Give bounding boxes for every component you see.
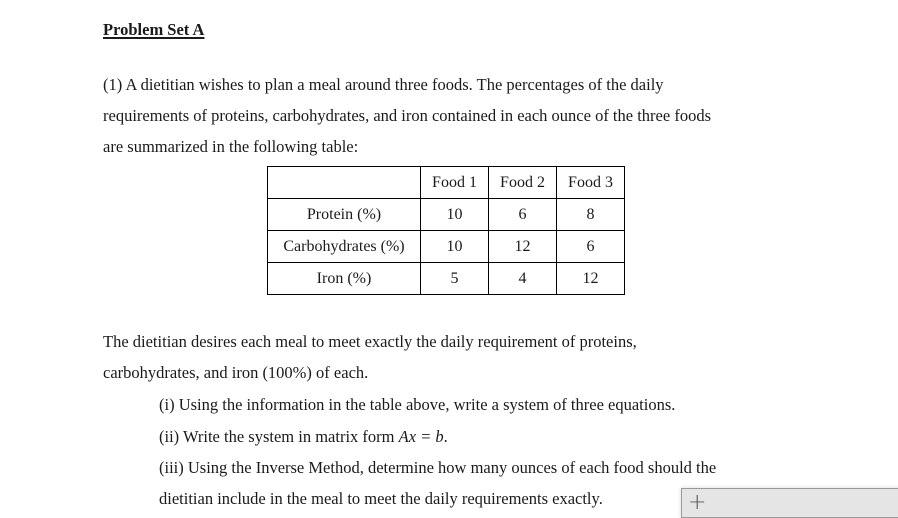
table-row — [268, 199, 625, 231]
part-iii-line-2: dietitian include in the meal to meet the daily requirements exactly. — [159, 489, 603, 508]
table-cell: 10 — [421, 231, 489, 263]
part-ii-period: . — [443, 427, 448, 446]
table-row — [268, 263, 625, 295]
part-ii-text: (ii) Write the system in matrix form — [159, 427, 399, 446]
table-cell: 4 — [489, 263, 557, 295]
table-cell: 6 — [489, 199, 557, 231]
intro-line-1: (1) A dietitian wishes to plan a meal around three foods. The percentages of the daily — [103, 75, 664, 94]
matrix-equation: Ax = b — [398, 427, 444, 446]
table-cell: 12 — [557, 263, 625, 295]
part-iii-line-1: (iii) Using the Inverse Method, determine how many ounces of each food should the — [159, 458, 717, 477]
nutrition-table — [267, 166, 625, 295]
table-header-food-1: Food 1 — [421, 167, 489, 199]
intro-line-2: requirements of proteins, carbohydrates, and iron contained in each ounce of the three foods — [103, 106, 711, 125]
requirement-line-1: The dietitian desires each meal to meet exactly the daily requirement of proteins, — [103, 332, 637, 351]
table-row — [268, 231, 625, 263]
part-i: (i) Using the information in the table above, write a system of three equations. — [159, 395, 676, 414]
row-label-protein: Protein (%) — [268, 199, 421, 231]
table-cell: 6 — [557, 231, 625, 263]
part-ii — [159, 427, 448, 447]
plus-icon[interactable]: + — [688, 490, 707, 515]
table-header-empty — [268, 167, 421, 199]
row-label-carbohydrates: Carbohydrates (%) — [268, 231, 421, 263]
table-cell: 10 — [421, 199, 489, 231]
add-attachment-panel[interactable] — [681, 488, 898, 518]
table-header-row — [268, 167, 625, 199]
table-cell: 8 — [557, 199, 625, 231]
problem-set-title: Problem Set A — [103, 20, 205, 39]
table-header-food-2: Food 2 — [489, 167, 557, 199]
table-cell: 5 — [421, 263, 489, 295]
table-header-food-3: Food 3 — [557, 167, 625, 199]
table-cell: 12 — [489, 231, 557, 263]
row-label-iron: Iron (%) — [268, 263, 421, 295]
intro-line-3: are summarized in the following table: — [103, 137, 359, 156]
requirement-line-2: carbohydrates, and iron (100%) of each. — [103, 363, 369, 382]
